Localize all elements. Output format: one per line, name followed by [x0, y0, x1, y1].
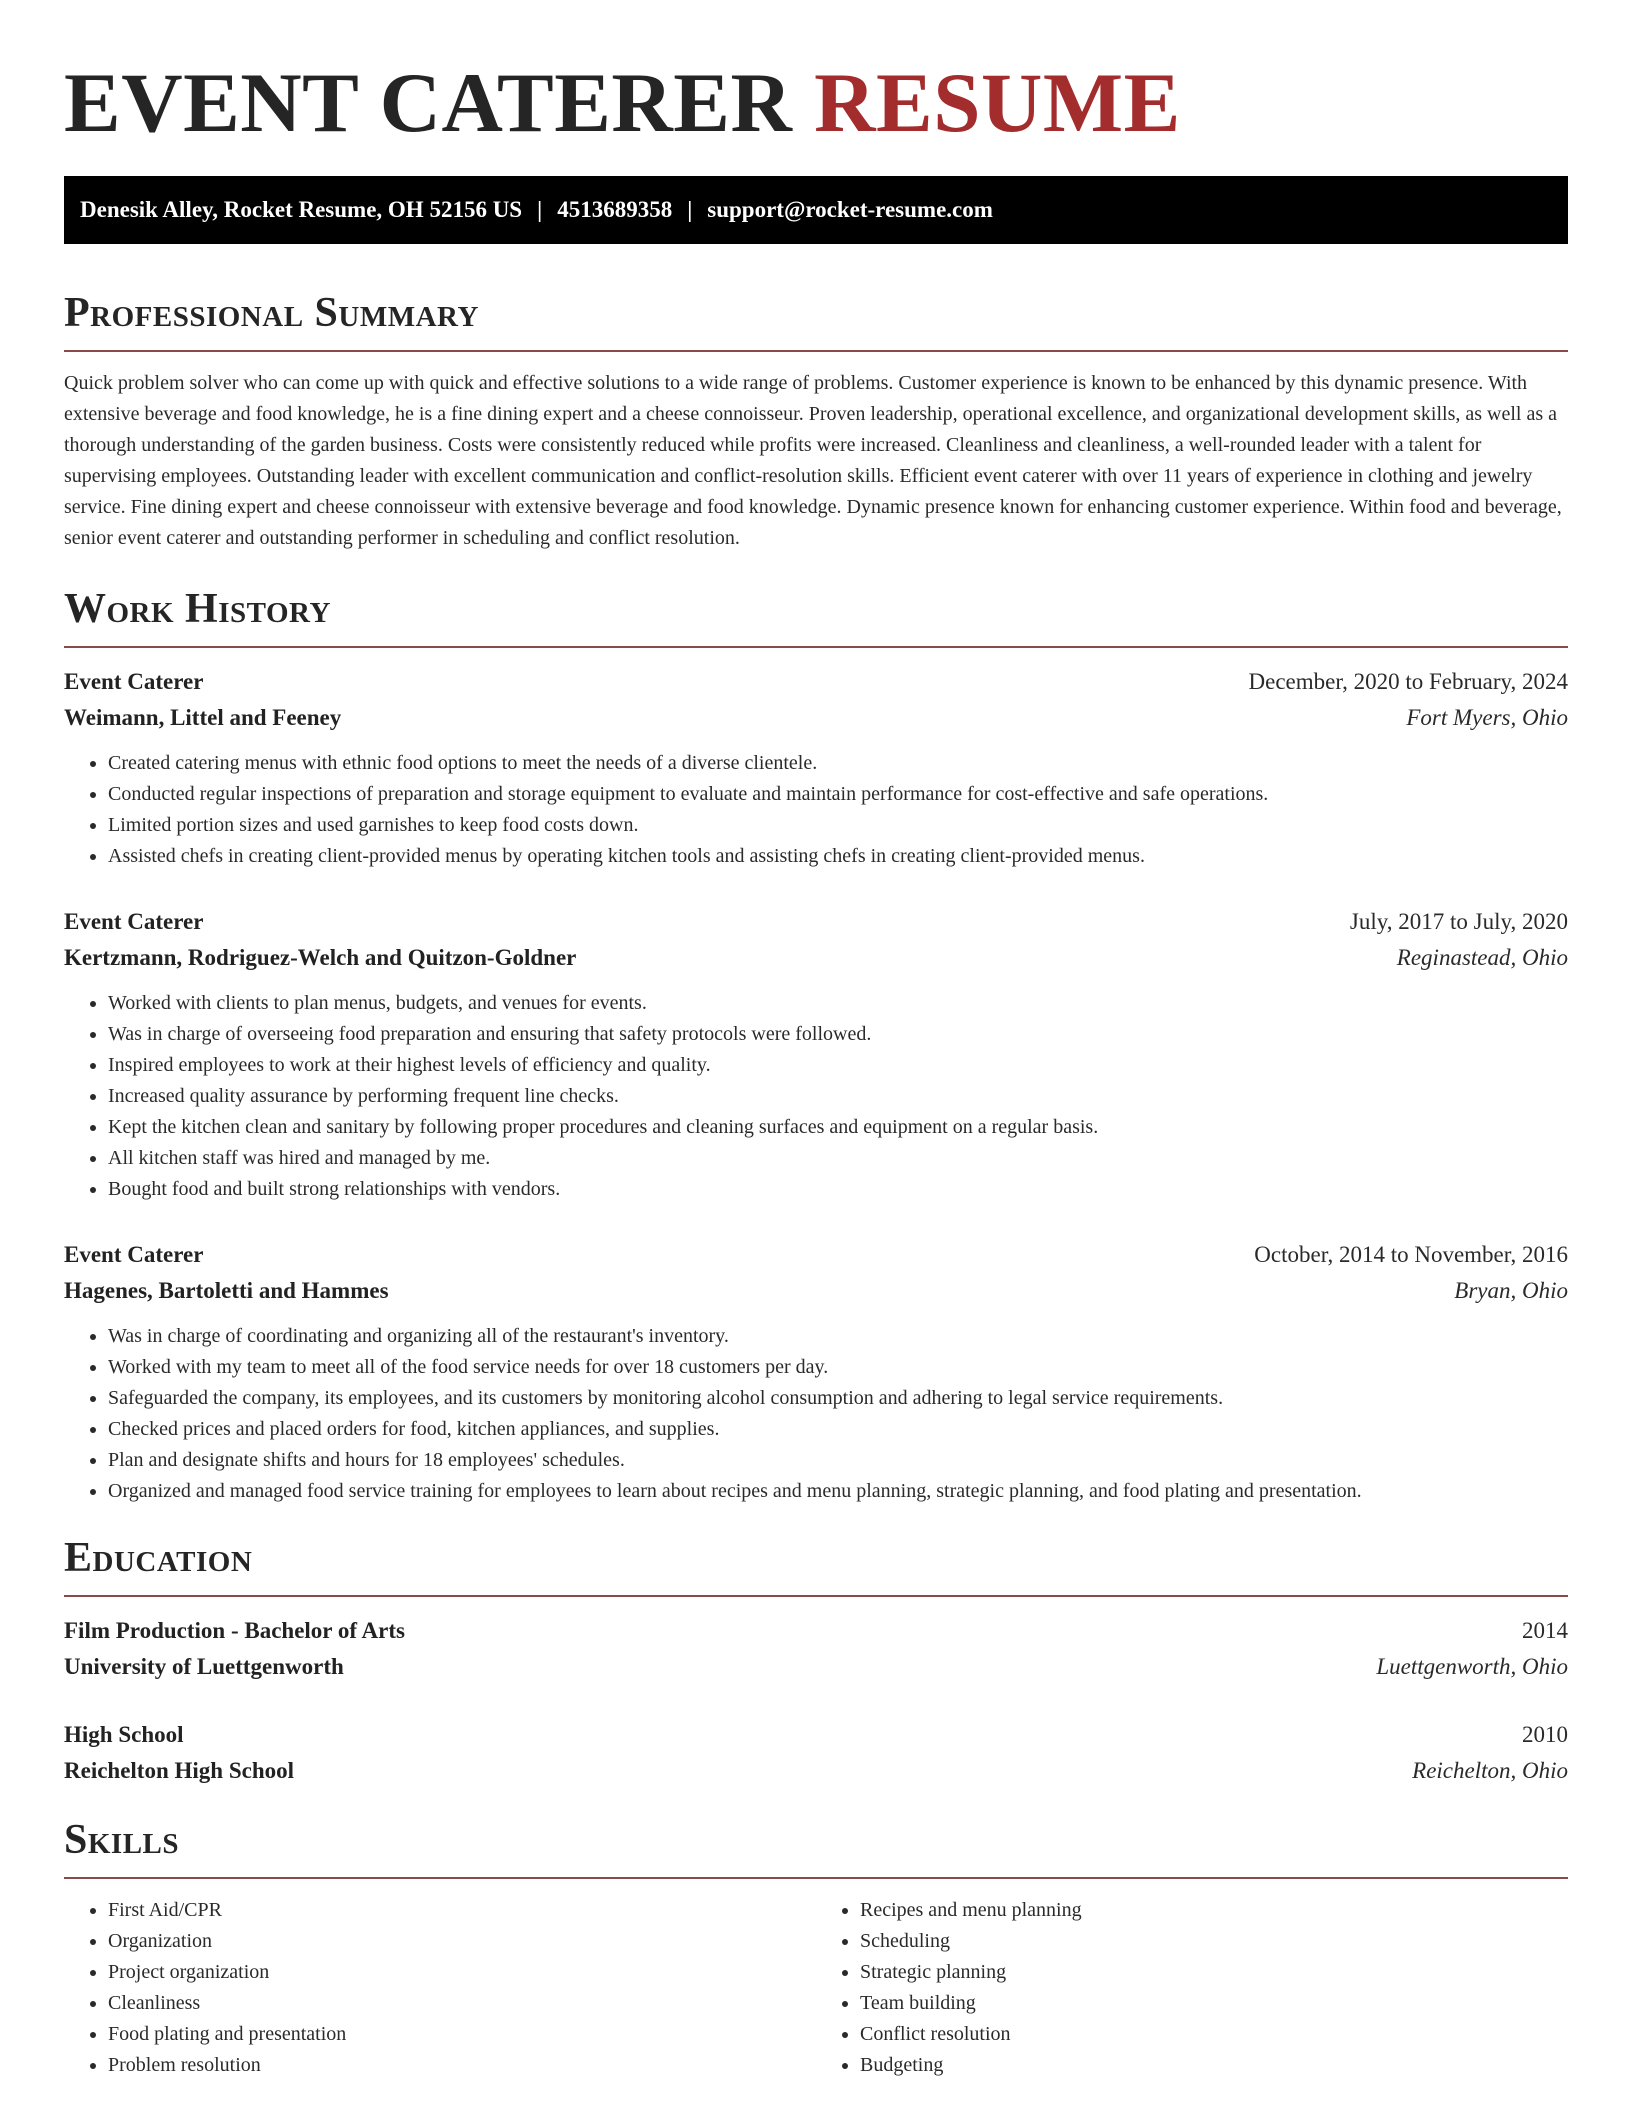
- list-item: • All kitchen staff was hired and managed by me.: [108, 1143, 1568, 1174]
- resume-title: [64, 58, 1568, 148]
- job-company: Weimann, Littel and Feeney: [64, 705, 342, 730]
- education-location: Luettgenworth, Ohio: [1376, 1654, 1568, 1679]
- section-title-education: Education: [64, 1535, 253, 1581]
- list-item: • Worked with clients to plan menus, budgets, and venues for events.: [108, 988, 1568, 1019]
- list-item: • Kept the kitchen clean and sanitary by following proper procedures and cleaning surfaces and equipment on a regular basis.: [108, 1112, 1568, 1143]
- list-item: • Budgeting: [860, 2050, 1568, 2081]
- list-item: • Conducted regular inspections of preparation and storage equipment to evaluate and maintain performance for cost-effective and safe operations.: [108, 779, 1568, 810]
- list-item: • Was in charge of overseeing food preparation and ensuring that safety protocols were followed.: [108, 1019, 1568, 1050]
- list-item: • Food plating and presentation: [108, 2019, 816, 2050]
- list-item: • Bought food and built strong relationships with vendors.: [108, 1174, 1568, 1205]
- education-location: Reichelton, Ohio: [1412, 1758, 1568, 1783]
- skills-list-left: [64, 1895, 816, 2081]
- education-section: [64, 1533, 1568, 1789]
- list-item: • Plan and designate shifts and hours for 18 employees' schedules.: [108, 1445, 1568, 1476]
- education-degree: Film Production - Bachelor of Arts: [64, 1618, 405, 1643]
- education-entry: [64, 1613, 1568, 1685]
- job-location: Reginastead, Ohio: [1396, 945, 1568, 970]
- section-divider: [64, 1595, 1568, 1597]
- job-subheader: [64, 940, 1568, 976]
- list-item: • First Aid/CPR: [108, 1895, 816, 1926]
- education-subheader: [64, 1753, 1568, 1789]
- job-header: [64, 664, 1568, 700]
- list-item: • Created catering menus with ethnic food options to meet the needs of a diverse clientele.: [108, 748, 1568, 779]
- list-item: • Strategic planning: [860, 1957, 1568, 1988]
- job-location: Bryan, Ohio: [1454, 1278, 1568, 1303]
- job-location: Fort Myers, Ohio: [1406, 705, 1568, 730]
- summary-section: [64, 288, 1568, 554]
- list-item: • Organization: [108, 1926, 816, 1957]
- education-year: 2010: [1522, 1722, 1568, 1747]
- list-item: • Team building: [860, 1988, 1568, 2019]
- list-item: • Increased quality assurance by performing frequent line checks.: [108, 1081, 1568, 1112]
- section-divider: [64, 646, 1568, 648]
- list-item: • Project organization: [108, 1957, 816, 1988]
- job-subheader: [64, 700, 1568, 736]
- job-title: Event Caterer: [64, 909, 204, 934]
- education-header: [64, 1717, 1568, 1753]
- contact-separator: |: [687, 197, 693, 222]
- skills-list-right: [816, 1895, 1568, 2081]
- job-dates: July, 2017 to July, 2020: [1349, 909, 1568, 934]
- summary-text: Quick problem solver who can come up with quick and effective solutions to a wide range of problems. Customer experience is known to be enhanced by this dynamic presence. With extensive beverage and food knowledge, he is a fine dining expert and a cheese connoisseur. Proven leadership, operational excellence, and organizational development skills, as well as a thorough understanding of the garden business. Costs were consistently reduced while profits were increased. Cleanliness and cleanliness, a well-rounded leader with a talent for supervising employees. Outstanding leader with excellent communication and conflict-resolution skills. Efficient event caterer with over 11 years of experience in clothing and jewelry service. Fine dining expert and cheese connoisseur with extensive beverage and food knowledge. Dynamic presence known for enhancing customer experience. Within food and beverage, senior event caterer and outstanding performer in scheduling and conflict resolution.: [64, 372, 1562, 549]
- list-item: • Limited portion sizes and used garnishes to keep food costs down.: [108, 810, 1568, 841]
- list-item: • Checked prices and placed orders for food, kitchen appliances, and supplies.: [108, 1414, 1568, 1445]
- list-item: • Organized and managed food service training for employees to learn about recipes and menu planning, strategic planning, and food plating and presentation.: [108, 1476, 1568, 1507]
- section-title-skills: Skills: [64, 1817, 180, 1863]
- job-title: Event Caterer: [64, 1242, 204, 1267]
- contact-email: support@rocket-resume.com: [707, 197, 993, 222]
- job-bullets: [64, 748, 1568, 872]
- job-header: [64, 1237, 1568, 1273]
- job-subheader: [64, 1273, 1568, 1309]
- job-dates: December, 2020 to February, 2024: [1248, 669, 1568, 694]
- job-company: Kertzmann, Rodriguez-Welch and Quitzon-Goldner: [64, 945, 577, 970]
- section-divider: [64, 350, 1568, 352]
- section-divider: [64, 1877, 1568, 1879]
- skills-columns: [64, 1895, 1568, 2081]
- job-bullets: [64, 1321, 1568, 1507]
- education-subheader: [64, 1649, 1568, 1685]
- contact-phone: 4513689358: [557, 197, 673, 222]
- education-header: [64, 1613, 1568, 1649]
- list-item: • Recipes and menu planning: [860, 1895, 1568, 1926]
- section-title-summary: Professional Summary: [64, 290, 479, 336]
- job-entry: [64, 664, 1568, 872]
- list-item: • Inspired employees to work at their highest levels of efficiency and quality.: [108, 1050, 1568, 1081]
- work-section: [64, 584, 1568, 1507]
- job-entry: [64, 904, 1568, 1205]
- list-item: • Conflict resolution: [860, 2019, 1568, 2050]
- section-title-work: Work History: [64, 586, 331, 632]
- education-year: 2014: [1522, 1618, 1568, 1643]
- list-item: • Worked with my team to meet all of the food service needs for over 18 customers per day.: [108, 1352, 1568, 1383]
- list-item: • Cleanliness: [108, 1988, 816, 2019]
- job-header: [64, 904, 1568, 940]
- title-accent: RESUME: [814, 56, 1181, 150]
- job-bullets: [64, 988, 1568, 1205]
- job-company: Hagenes, Bartoletti and Hammes: [64, 1278, 389, 1303]
- skills-section: [64, 1815, 1568, 2081]
- contact-address: Denesik Alley, Rocket Resume, OH 52156 US: [80, 197, 523, 222]
- education-school: Reichelton High School: [64, 1758, 295, 1783]
- job-dates: October, 2014 to November, 2016: [1254, 1242, 1568, 1267]
- list-item: • Problem resolution: [108, 2050, 816, 2081]
- education-school: University of Luettgenworth: [64, 1654, 344, 1679]
- list-item: • Scheduling: [860, 1926, 1568, 1957]
- contact-bar: [64, 176, 1568, 244]
- list-item: • Assisted chefs in creating client-provided menus by operating kitchen tools and assisting chefs in creating client-provided menus.: [108, 841, 1568, 872]
- list-item: • Safeguarded the company, its employees, and its customers by monitoring alcohol consumption and adhering to legal service requirements.: [108, 1383, 1568, 1414]
- job-entry: [64, 1237, 1568, 1507]
- title-main: EVENT CATERER: [64, 56, 793, 150]
- job-title: Event Caterer: [64, 669, 204, 694]
- education-entry: [64, 1717, 1568, 1789]
- list-item: • Was in charge of coordinating and organizing all of the restaurant's inventory.: [108, 1321, 1568, 1352]
- education-degree: High School: [64, 1722, 184, 1747]
- contact-separator: |: [537, 197, 543, 222]
